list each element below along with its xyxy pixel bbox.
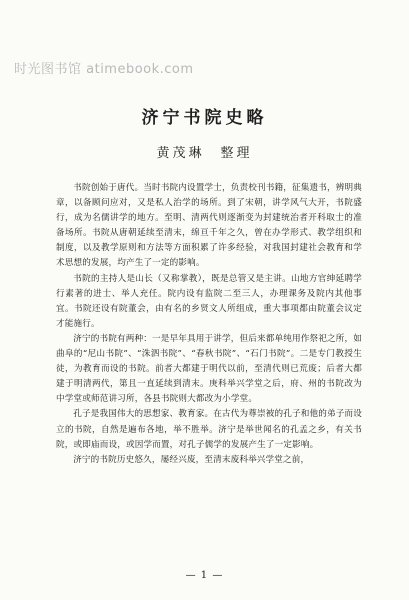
watermark-text: 时光图书馆 atimebook.com	[14, 62, 194, 77]
paragraph: 济宁的书院历史悠久，屡经兴废，至清末废科举兴学堂之前，	[73, 454, 310, 465]
paragraph: 书院创始于唐代。当时书院内设置学士，负责校刊书籍，征集遗书，辨明典章，以备顾问应对，又是私人治学的场所。到了宋朝，讲学风气大开，书院盛行，成为名儒讲学的地方。至明、清两代则逐渐变为封建统治者开科取士的准备场所。书院从唐朝延续至清末，绵亘千年之久，曾在办学形式、教学组织和制度，以及教学原则和方法等方面积累了许多经验，对我国封建社会教育和学术思想的发展，均产生了一定的影响。	[56, 183, 362, 269]
paragraph: 济宁的书院有两种：一是早年具用于讲学，但后来都单纯用作祭祀之所，如曲阜的“尼山书院”、“洙泗书院”、“春秋书院”、“石门书院”。二是专门教授生徒，为教育而设的书院。前者大都建于明代以前，至清代则已荒废；后者大都建于明清两代，第且一直延续到清末。庚科举兴学堂之后，府、州的书院改为中学堂或师范讲习所，各县书院则大都改为小学堂。	[56, 333, 362, 405]
paragraph: 书院的主持人是山长（又称掌教），既是总管又是主讲。山地方官绅延聘学行素著的进士、举人充任。院内设有监院二至三人，办理课务及院内其他事宜。书院还设有院董会，由有名的乡贤文人所组成，重大事项都由院董会议定才能施行。	[56, 273, 362, 329]
page-number: — 1 —	[185, 570, 224, 581]
page-title: 济宁书院史略	[141, 108, 268, 128]
paragraph: 孔子是我国伟大的思想家、教育家。在古代为尊崇被的孔子和他的弟子而设立的书院，自然是遍布各地，举不胜举。济宁是举世闻名的孔孟之乡，有关书院，或即庙而设，或因学而置，对孔子儒学的发展产生了一定影响。	[56, 409, 362, 450]
author-line: 黄茂琳 整理	[156, 146, 253, 161]
article-body	[56, 181, 362, 468]
